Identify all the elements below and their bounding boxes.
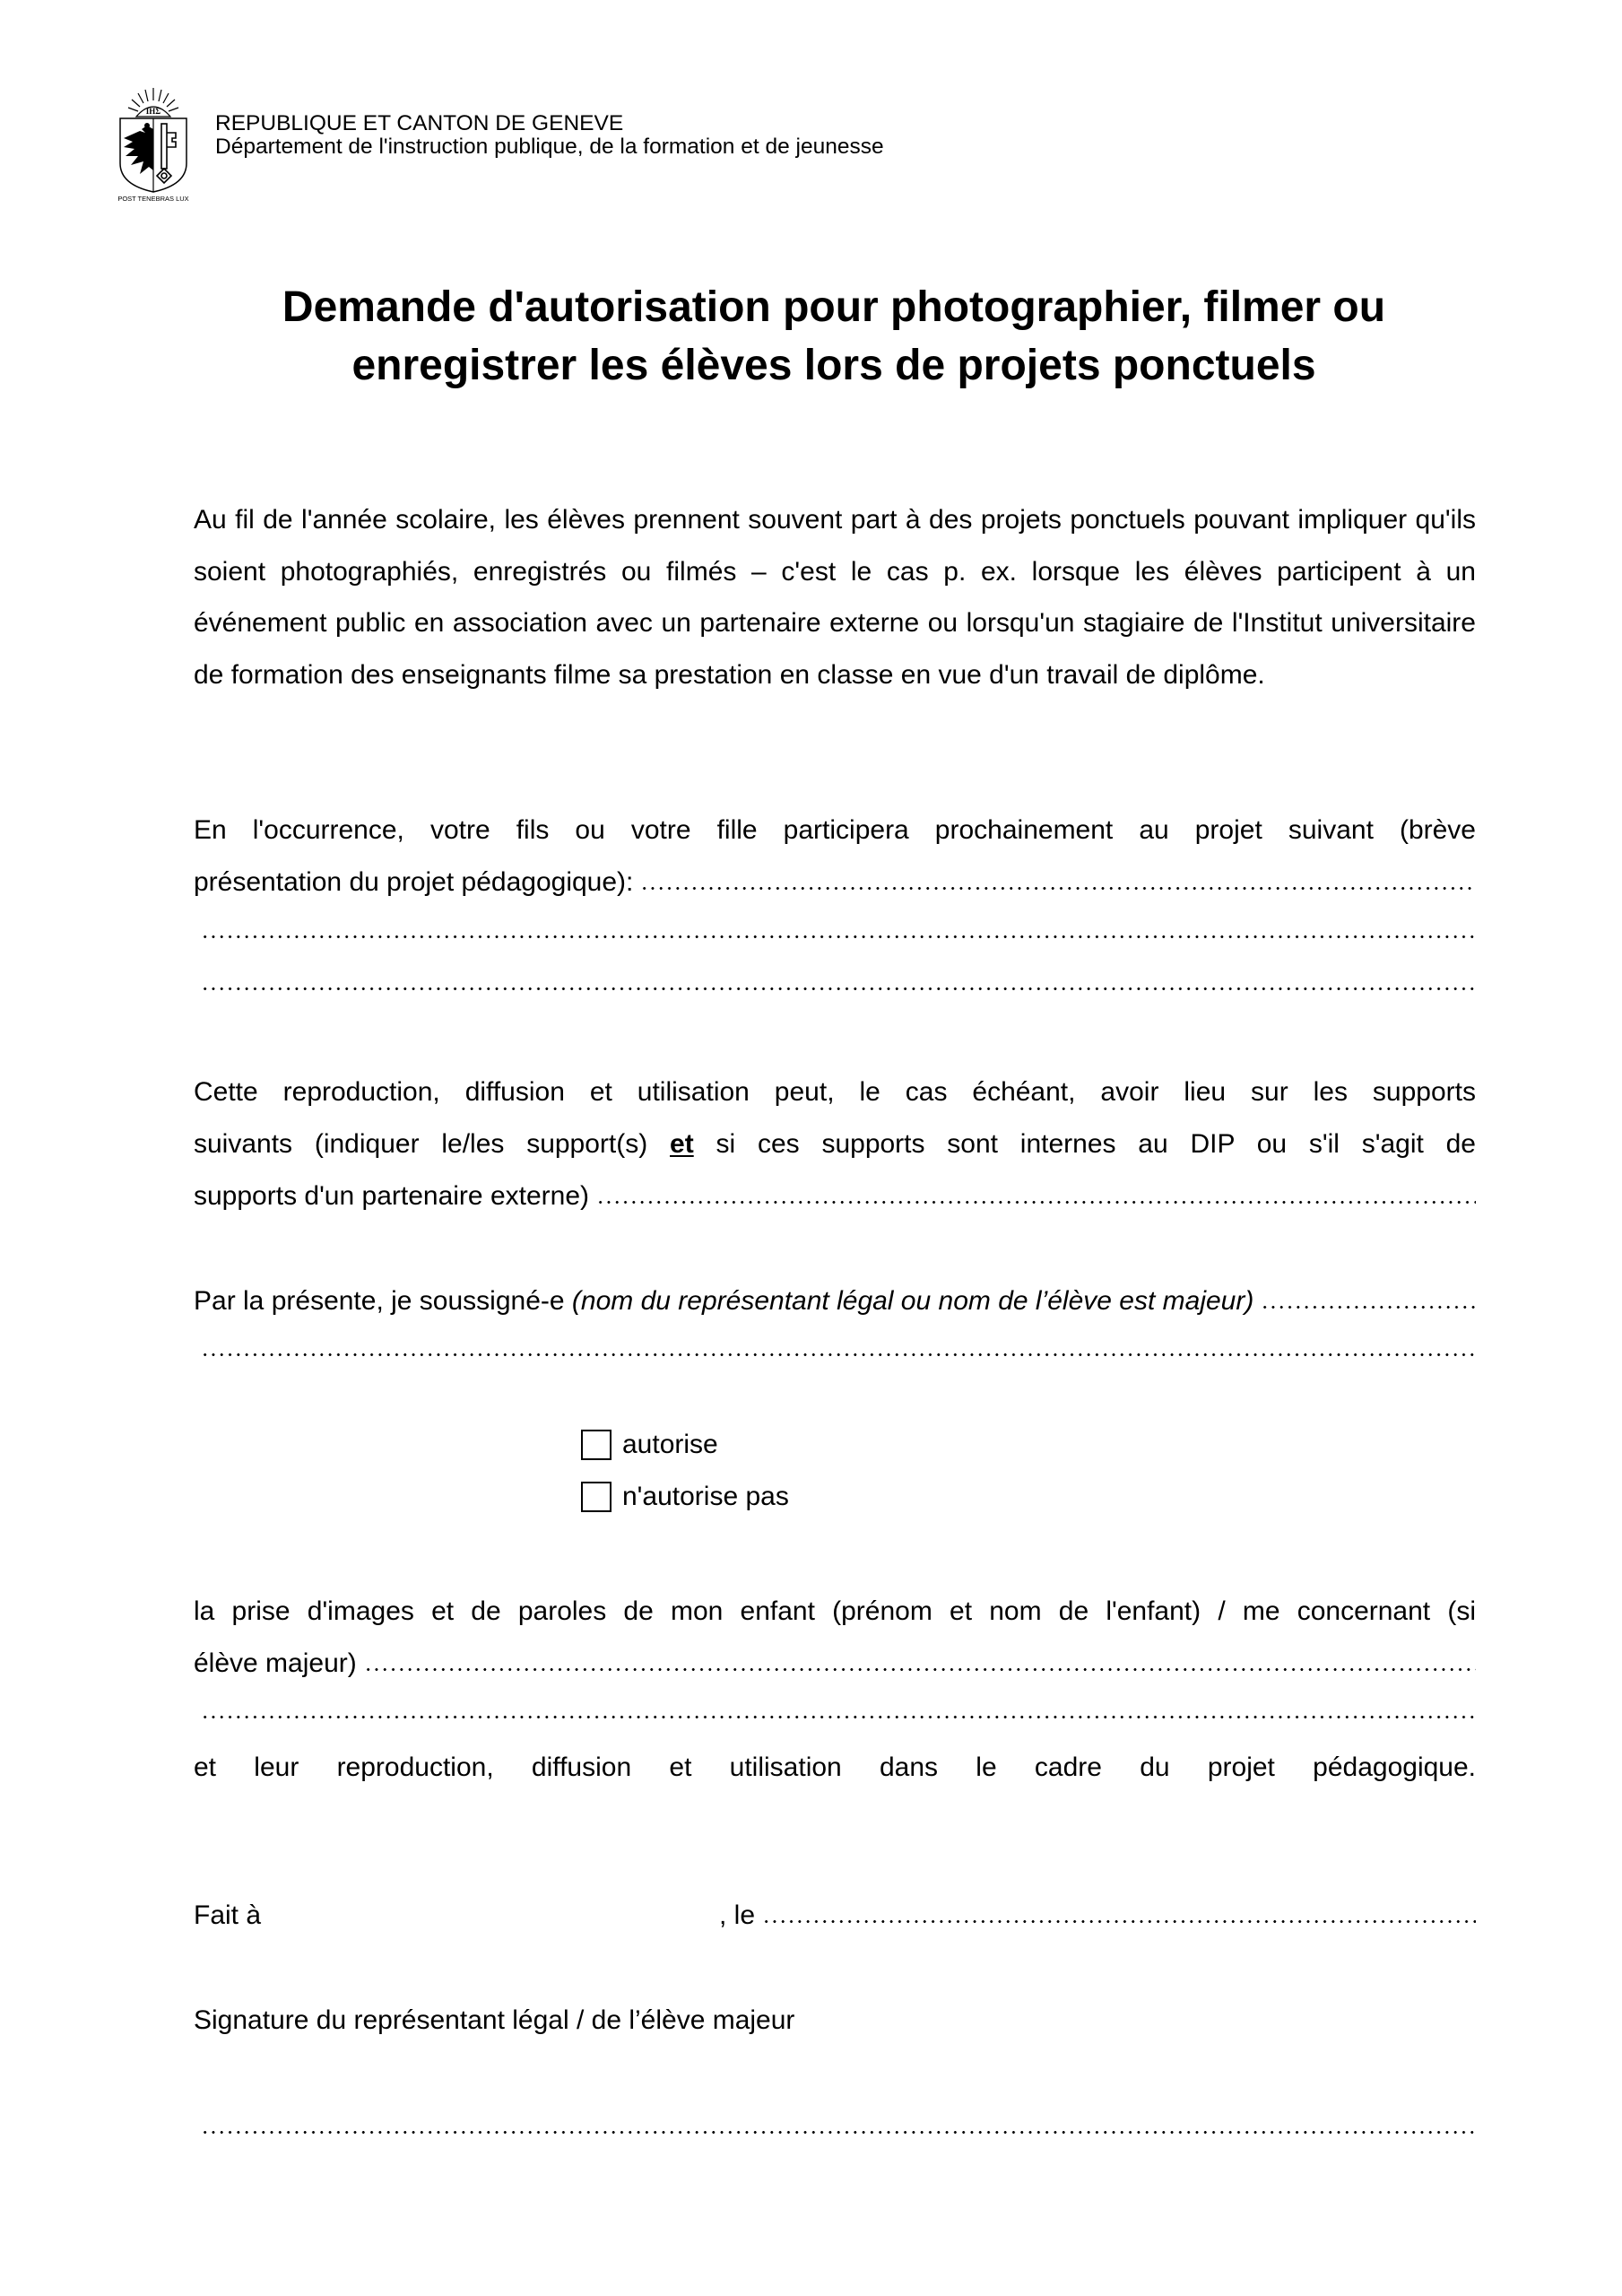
project-field-row <box>194 857 1476 909</box>
consent-text-line-1: la prise d'images et de paroles de mon enfant (prénom et nom de l'enfant) / me concernant (si <box>194 1596 1476 1626</box>
project-field[interactable] <box>640 887 1476 890</box>
supports-text-before: suivants (indiquer le/les support(s) <box>194 1129 648 1159</box>
place-field[interactable] <box>278 1898 708 1934</box>
intro-paragraph: Au fil de l'année scolaire, les élèves prennent souvent part à des projets ponctuels pouvant impliquer qu'ils soient photographiés, enregistrés ou filmés – c'est le cas p. ex. lorsque les élèves participent à un événement public en association avec un partenaire externe ou lorsqu'un stagiaire de l'Institut universitaire de formation des enseignants filme sa prestation en classe en vue d'un travail de diplôme. <box>194 505 1476 691</box>
consent-text-line-3: et leur reproduction, diffusion et utilisation dans le cadre du projet pédagogique. <box>194 1752 1476 1782</box>
child-name-field[interactable] <box>364 1668 1476 1671</box>
crest-monogram: IHΣ <box>145 107 161 116</box>
supports-text-line-2 <box>194 1118 1476 1170</box>
undersigned-hint: (nom du représentant légal ou nom de l’élève est majeur) <box>571 1286 1254 1316</box>
project-field-line-2[interactable] <box>201 935 1474 938</box>
date-row <box>719 1890 1476 1942</box>
child-name-field-line-2[interactable] <box>201 1716 1474 1718</box>
supports-field-row <box>194 1170 1476 1222</box>
header-department-name: Département de l'instruction publique, de la formation et de jeunesse <box>215 135 884 159</box>
crest-motto: POST TENEBRAS LUX <box>117 195 189 203</box>
supports-label: supports d'un partenaire externe) <box>194 1181 589 1211</box>
project-text-line-1: En l'occurrence, votre fils ou votre fille participera prochainement au projet suivant (brève <box>194 815 1476 845</box>
undersigned-field[interactable] <box>1261 1306 1476 1309</box>
autorise-label: autorise <box>622 1430 718 1459</box>
title-line-1: Demande d'autorisation pour photographier, filmer ou <box>282 283 1386 331</box>
date-field[interactable] <box>762 1920 1476 1923</box>
n-autorise-pas-checkbox[interactable] <box>581 1482 612 1512</box>
undersigned-row <box>194 1275 1476 1327</box>
supports-text-after: si ces supports sont internes au DIP ou s'il s'agit de <box>716 1129 1476 1159</box>
supports-text-line-1: Cette reproduction, diffusion et utilisation peut, le cas échéant, avoir lieu sur les supports <box>194 1077 1476 1107</box>
title-line-2: enregistrer les élèves lors de projets ponctuels <box>351 342 1316 389</box>
date-label: , le <box>719 1900 756 1930</box>
signature-label: Signature du représentant légal / de l’élève majeur <box>194 2005 795 2035</box>
autorise-checkbox[interactable] <box>581 1430 612 1460</box>
project-label: présentation du projet pédagogique): <box>194 867 634 897</box>
supports-field[interactable] <box>596 1201 1476 1204</box>
signature-field[interactable] <box>201 2131 1474 2134</box>
consent-label: élève majeur) <box>194 1648 357 1678</box>
option-autorise[interactable] <box>581 1430 718 1460</box>
n-autorise-pas-label: n'autorise pas <box>622 1482 789 1511</box>
project-field-line-3[interactable] <box>201 987 1474 990</box>
place-label: Fait à <box>194 1900 262 1930</box>
option-n-autorise-pas[interactable] <box>581 1482 789 1512</box>
undersigned-field-line-2[interactable] <box>201 1353 1474 1356</box>
supports-emphasis: et <box>670 1129 694 1159</box>
consent-field-row <box>194 1638 1476 1690</box>
undersigned-label: Par la présente, je soussigné-e <box>194 1286 565 1316</box>
header-republic-name: REPUBLIQUE ET CANTON DE GENEVE <box>215 111 624 135</box>
page-title <box>193 278 1475 395</box>
geneva-crest-logo <box>115 84 192 203</box>
